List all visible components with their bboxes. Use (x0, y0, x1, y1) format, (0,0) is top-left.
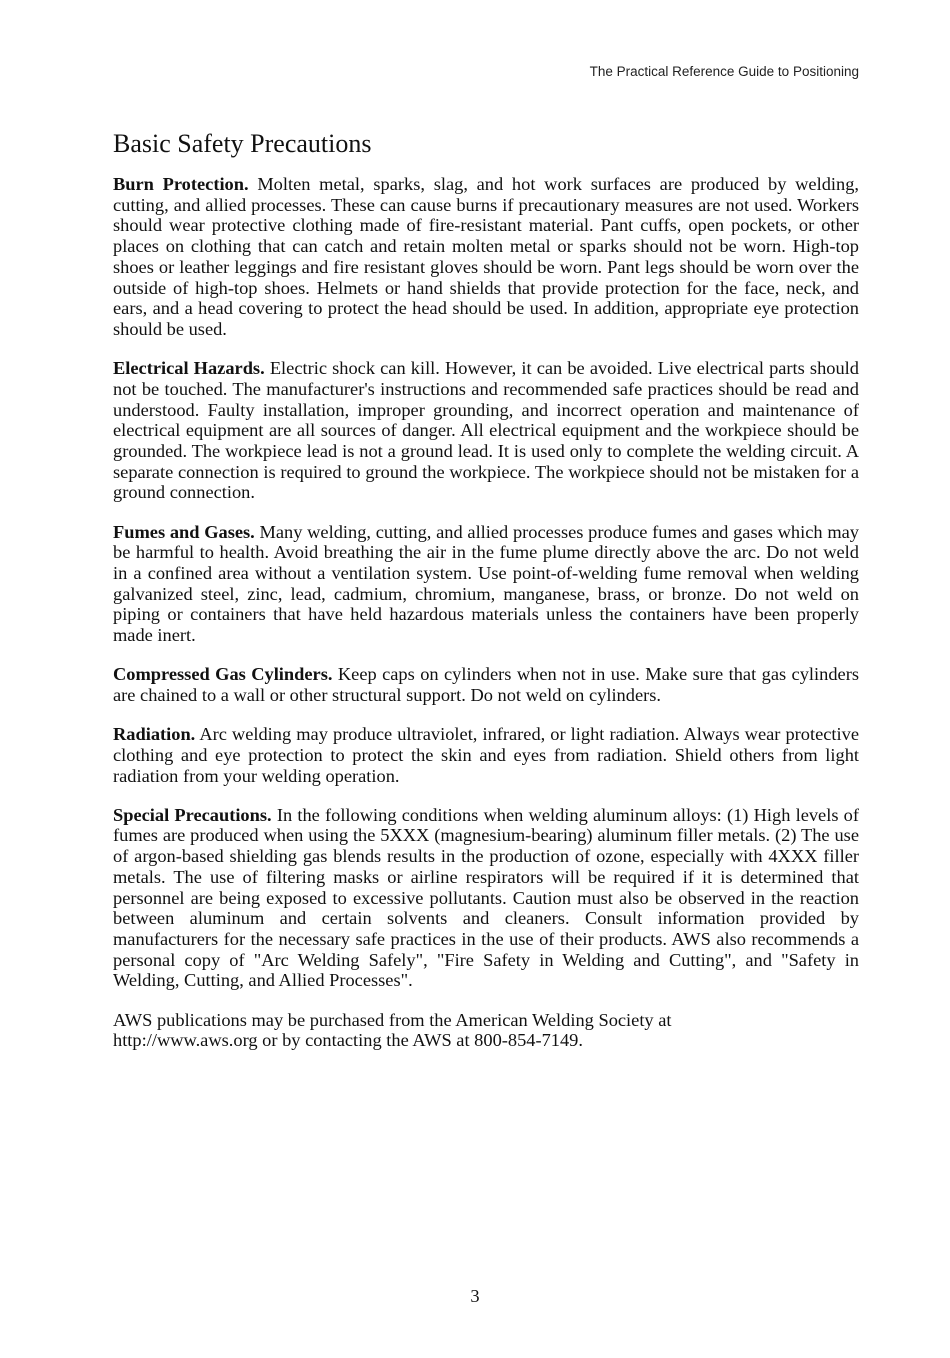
paragraph-burn-protection (113, 174, 859, 340)
paragraph-special-precautions (113, 805, 859, 991)
paragraph-radiation (113, 724, 859, 786)
paragraph-lead: Electrical Hazards. (113, 358, 265, 379)
paragraph-compressed-gas-cylinders (113, 664, 859, 705)
paragraph-lead: Fumes and Gases. (113, 521, 255, 542)
page-number: 3 (470, 1286, 480, 1306)
paragraph-text: Molten metal, sparks, slag, and hot work surfaces are produced by welding, cutting, and allied processes. These can cause burns if precautionary measures are not used. Workers should wear protective clothing made of fire-resistant material. Pant cuffs, open pockets, or other places on clothing that can catch and retain molten metal or sparks should not be worn. High-top shoes or leather leggings and fire resistant gloves should be worn. Pant legs should be worn over the outside of high-top shoes. Helmets or hand shields that provide protection for the face, neck, and ears, and a head covering to protect the head should be used. In addition, appropriate eye protection should be used. (113, 174, 859, 339)
paragraph-lead: Special Precautions. (113, 804, 272, 825)
paragraph-text: In the following conditions when welding aluminum alloys: (1) High levels of fumes are produced when using the 5XXX (magnesium-bearing) aluminum filler metals. (2) The use of argon-based shielding gas blends results in the production of ozone, especially with 4XXX filler metals. The use of filtering masks or airline respirators will be required if it is determined that personnel are being exposed to excessive pollutants. Caution must also be observed in the reaction between aluminum and certain solvents and cleaners. Consult information provided by manufacturers for the necessary safe practices in the use of their products. AWS also recommends a personal copy of "Arc Welding Safely", "Fire Safety in Welding and Cutting", and "Safety in Welding, Cutting, and Allied Processes". (113, 804, 859, 991)
paragraph-electrical-hazards (113, 358, 859, 503)
paragraph-fumes-and-gases (113, 522, 859, 646)
paragraph-text: Arc welding may produce ultraviolet, infrared, or light radiation. Always wear protective clothing and eye protection to protect the skin and eyes from radiation. Shield others from light radiation from your welding operation. (113, 724, 859, 786)
page-content (113, 128, 859, 1051)
paragraph-text: Many welding, cutting, and allied processes produce fumes and gases which may be harmful to health. Avoid breathing the air in the fume plume directly above the arc. Do not weld in a confined area without a ventilation system. Use point-of-welding fume removal when welding galvanized steel, zinc, lead, cadmium, chromium, manganese, brass, or bronze. Do not weld on piping or containers that have held hazardous materials unless the containers have been properly made inert. (113, 521, 859, 646)
aws-publications-note: AWS publications may be purchased from the American Welding Society at http://www.aws.org or by contacting the AWS at 800-854-7149. (113, 1009, 672, 1051)
running-header: The Practical Reference Guide to Positioning (589, 64, 859, 79)
paragraph-lead: Radiation. (113, 724, 196, 745)
paragraph-text: Electric shock can kill. However, it can be avoided. Live electrical parts should not be touched. The manufacturer's instructions and recommended safe practices should be read and understood. Faulty installation, improper grounding, and incorrect operation and maintenance of electrical equipment are all sources of danger. All electrical equipment and the workpiece should be grounded. The workpiece lead is not a ground lead. It is used only to complete the welding circuit. A separate connection is required to ground the workpiece. The workpiece should not be mistaken for a ground connection. (113, 358, 859, 503)
paragraph-lead: Compressed Gas Cylinders. (113, 664, 333, 685)
paragraph-text: Keep caps on cylinders when not in use. Make sure that gas cylinders are chained to a wall or other structural support. Do not weld on cylinders. (113, 664, 859, 705)
section-title: Basic Safety Precautions (113, 129, 372, 158)
paragraph-lead: Burn Protection. (113, 174, 249, 194)
